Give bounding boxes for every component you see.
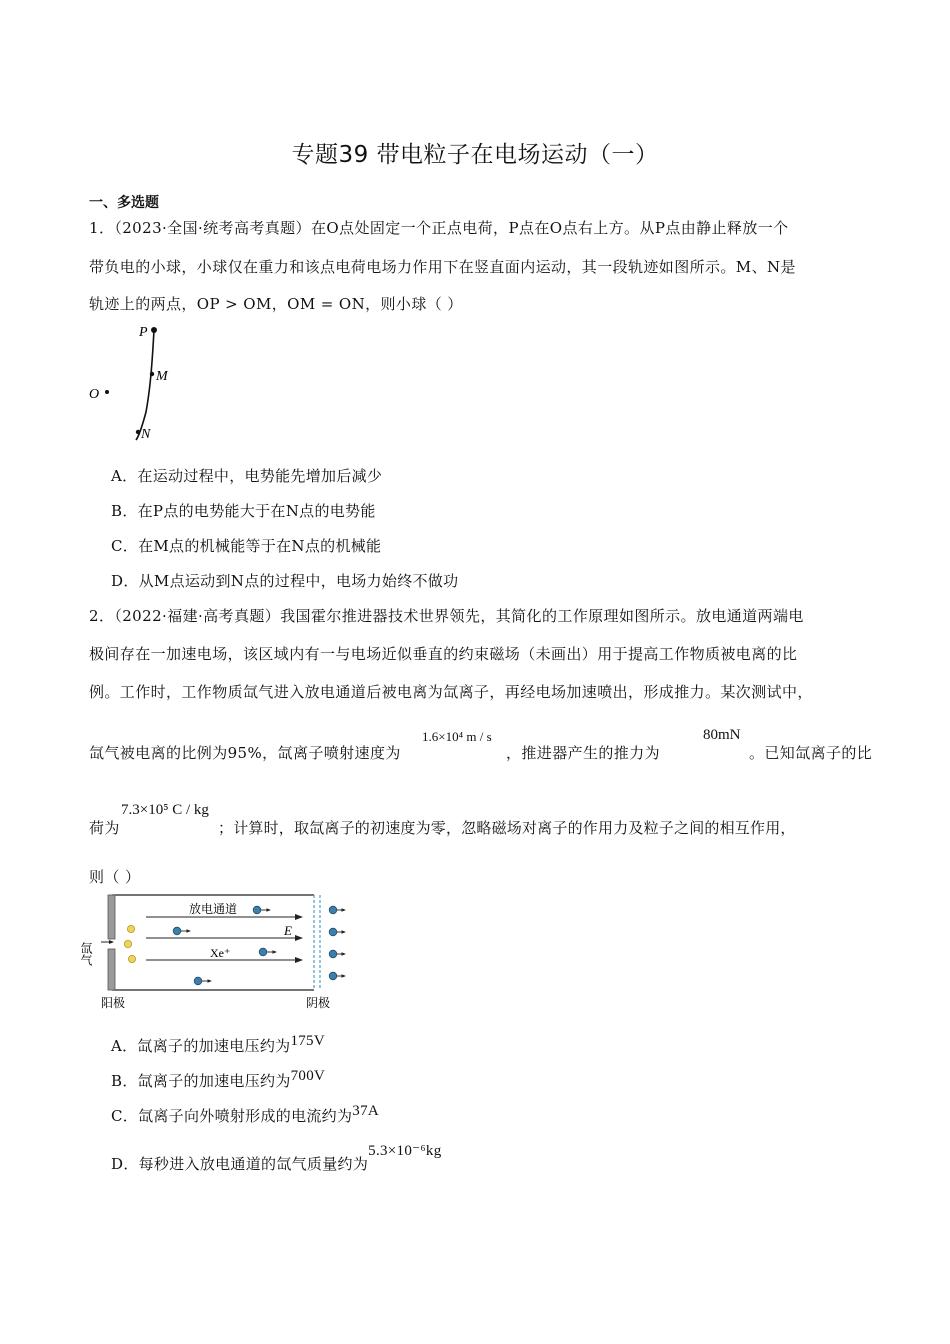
label-cathode: 阴极 bbox=[306, 996, 331, 1010]
q2-option-d-text: D．每秒进入放电通道的氙气质量约为 bbox=[111, 1155, 369, 1173]
q2-line-5a: 荷为 bbox=[89, 819, 120, 837]
label-gas: 氙气 bbox=[79, 942, 93, 966]
q2-option-d-value: 5.3×10⁻⁶kg bbox=[368, 1143, 442, 1159]
q2-line-6: 则（ ） bbox=[89, 868, 141, 886]
q1-option-d: D．从M点运动到N点的过程中，电场力始终不做功 bbox=[111, 572, 459, 590]
page-title: 专题39 带电粒子在电场运动（一） bbox=[291, 142, 659, 168]
q2-option-c-value: 37A bbox=[352, 1103, 380, 1119]
label-ion: Xe⁺ bbox=[210, 946, 231, 960]
label-p: P bbox=[139, 325, 148, 340]
q2-thruster-figure bbox=[79, 893, 351, 1015]
label-field-e: E bbox=[284, 923, 292, 938]
point-o bbox=[105, 390, 109, 394]
section-heading: 一、多选题 bbox=[89, 195, 159, 211]
q1-option-b: B．在P点的电势能大于在N点的电势能 bbox=[111, 502, 376, 520]
q2-option-b bbox=[111, 1070, 325, 1091]
q2-option-c-text: C．氙离子向外喷射形成的电流约为 bbox=[111, 1107, 353, 1125]
q2-line-4c: 。已知氙离子的比 bbox=[749, 744, 873, 762]
q1-option-c: C．在M点的机械能等于在N点的机械能 bbox=[111, 537, 382, 555]
q2-thrust-value: 80mN bbox=[703, 727, 741, 743]
q2-charge-ratio: 7.3×10⁵ C / kg bbox=[121, 802, 209, 818]
label-m: M bbox=[156, 369, 168, 384]
q2-option-c bbox=[111, 1105, 379, 1126]
q2-option-b-value: 700V bbox=[290, 1068, 326, 1084]
q2-line-3: 例。工作时，工作物质氙气进入放电通道后被电离为氙离子，再经电场加速喷出，形成推力。某次测试中， bbox=[89, 683, 813, 701]
q1-trajectory-figure bbox=[86, 322, 196, 444]
xenon-atom bbox=[128, 955, 135, 962]
label-channel: 放电通道 bbox=[189, 902, 238, 916]
q1-option-a: A．在运动过程中，电势能先增加后减少 bbox=[111, 467, 383, 485]
point-n bbox=[136, 430, 140, 434]
q2-option-a-text: A．氙离子的加速电压约为 bbox=[111, 1037, 291, 1055]
q2-option-b-text: B．氙离子的加速电压约为 bbox=[111, 1072, 291, 1090]
anode-upper bbox=[108, 895, 115, 939]
q1-line-2: 带负电的小球，小球仅在重力和该点电荷电场力作用下在竖直面内运动，其一段轨迹如图所示。M、N是 bbox=[89, 258, 796, 276]
label-n: N bbox=[141, 427, 151, 442]
q2-option-a bbox=[111, 1035, 325, 1056]
anode-lower bbox=[108, 949, 115, 990]
point-p bbox=[151, 327, 157, 333]
label-o: O bbox=[89, 387, 100, 402]
q1-line-1: 1．（2023·全国·统考高考真题）在O点处固定一个正点电荷，P点在O点右上方。从P点由静止释放一个 bbox=[89, 219, 789, 237]
q2-option-d bbox=[111, 1143, 442, 1174]
q2-line-4a: 氙气被电离的比例为95%，氙离子喷射速度为 bbox=[89, 744, 401, 762]
q2-option-a-value: 175V bbox=[290, 1033, 325, 1049]
q2-line-1: 2．（2022·福建·高考真题）我国霍尔推进器技术世界领先，其简化的工作原理如图所示。放电通道两端电 bbox=[89, 607, 804, 625]
trajectory-curve bbox=[136, 330, 154, 440]
ejected-ion-group bbox=[329, 906, 345, 980]
xenon-atom bbox=[124, 940, 131, 947]
q1-line-3: 轨迹上的两点，OP > OM，OM = ON，则小球（ ） bbox=[89, 295, 463, 313]
q2-speed-value: 1.6×10⁴ m / s bbox=[422, 729, 492, 744]
point-m bbox=[150, 372, 154, 376]
q2-line-5b: ；计算时，取氙离子的初速度为零，忽略磁场对离子的作用力及粒子之间的相互作用， bbox=[218, 819, 796, 837]
label-anode: 阳极 bbox=[101, 996, 126, 1010]
q2-line-2: 极间存在一加速电场，该区域内有一与电场近似垂直的约束磁场（未画出）用于提高工作物质被电离的比 bbox=[89, 645, 798, 663]
q2-line-4b: ，推进器产生的推力为 bbox=[506, 744, 661, 762]
xenon-atom bbox=[127, 925, 134, 932]
